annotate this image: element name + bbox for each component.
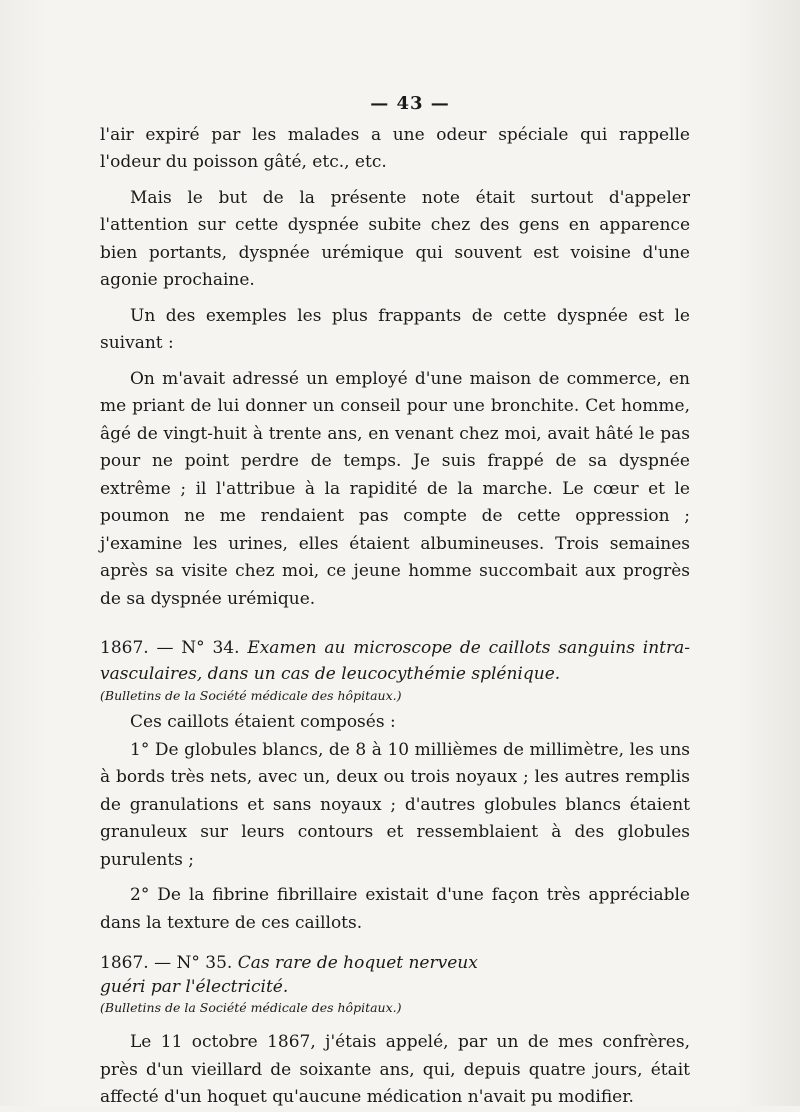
section-35-source: (Bulletins de la Société médicale des hôpitaux.) bbox=[100, 1000, 402, 1015]
text-body bbox=[100, 90, 690, 1112]
paragraph-exemple: Un des exemples les plus frappants de cette dyspnée est le suivant : bbox=[100, 305, 690, 353]
section-35-paragraph: Le 11 octobre 1867, j'étais appelé, par un de mes confrères, près d'un vieillard de soixante ans, qui, depuis quatre jours, était affecté d'un hoquet qu'aucune médication n'avait pu modifier. bbox=[100, 1032, 690, 1107]
section-34-number: 1867. — N° 34. bbox=[100, 638, 240, 658]
section-35-number: 1867. — N° 35. bbox=[100, 953, 233, 973]
section-35-title-line-1: Cas rare de hoquet nerveux bbox=[237, 953, 478, 973]
paragraph-employe: On m'avait adressé un employé d'une maison de commerce, en me priant de lui donner un conseil pour une bronchite. Cet homme, âgé de vingt-huit à trente ans, en venant chez moi, avait hâté le pas pour ne point perdre de temps. Je suis frappé de sa dyspnée extrême ; il l'attribue à la rapidité de la marche. Le cœur et le poumon ne me rendaient pas compte de cette oppression ; j'examine les urines, elles étaient albumineuses. Trois semaines après sa visite chez moi, ce jeune homme succombait aux progrès de sa dyspnée urémique. bbox=[100, 368, 690, 609]
section-34-item-2: 2° De la fibrine fibrillaire existait d'une façon très appréciable dans la texture de ces caillots. bbox=[100, 885, 690, 933]
section-34-title: Examen au microscope de caillots sanguins intra-vasculaires, dans un cas de leucocythémie splénique. bbox=[100, 638, 691, 684]
section-34-heading bbox=[100, 635, 690, 687]
section-34-intro: Ces caillots étaient composés : bbox=[130, 712, 396, 732]
paragraph-dyspnee: Mais le but de la présente note était surtout d'appeler l'attention sur cette dyspnée subite chez des gens en apparence bien portants, dyspnée urémique qui souvent est voisine d'une agonie prochaine. bbox=[100, 187, 690, 290]
section-35-title-line-2: guéri par l'électricité. bbox=[100, 977, 289, 997]
paragraph-continuation: l'air expiré par les malades a une odeur spéciale qui rappelle l'odeur du poisson gâté, etc., etc. bbox=[100, 124, 690, 172]
section-35-title-wrap bbox=[100, 975, 690, 999]
page-number: — 43 — bbox=[370, 93, 450, 114]
section-35-heading bbox=[100, 951, 690, 975]
section-34-item-1: 1° De globules blancs, de 8 à 10 millièmes de millimètre, les uns à bords très nets, avec un, deux ou trois noyaux ; les autres remplis de granulations et sans noyaux ; d'autres globules blancs étaient granuleux sur leurs contours et ressemblaient à des globules purulents ; bbox=[100, 739, 690, 870]
section-34-source: (Bulletins de la Société médicale des hôpitaux.) bbox=[100, 688, 402, 703]
